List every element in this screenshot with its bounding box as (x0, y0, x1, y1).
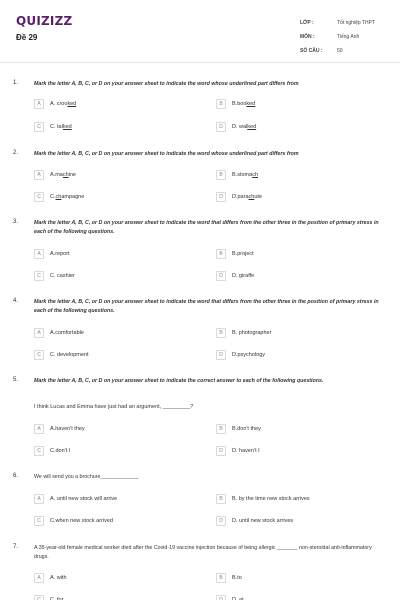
question-prompt: A 35-year-old female medical worker died after the Covid-19 vaccine injection because of being allergic _______ non-steroidal anti-inflammatory drugs. (34, 545, 372, 560)
option-letter-box: A (34, 494, 44, 504)
option-letter-box: C (34, 271, 44, 281)
option-d[interactable] (216, 446, 260, 456)
question-number: 7. (13, 544, 19, 550)
option-text: D. until new stock arrives (232, 518, 294, 524)
option-letter-box: C (34, 122, 44, 132)
option-letter-box: D (216, 192, 226, 202)
option-c[interactable] (34, 350, 89, 360)
question-number: 4. (13, 298, 19, 304)
option-b[interactable] (216, 170, 258, 180)
option-b[interactable] (216, 99, 255, 109)
option-a[interactable] (34, 170, 76, 180)
meta-row-subject (300, 30, 375, 44)
option-b[interactable] (216, 573, 242, 583)
option-c[interactable] (34, 516, 113, 526)
option-c[interactable] (34, 192, 84, 202)
question-prompt: Mark the letter A, B, C, or D on your answer sheet to indicate the word whose underlined part differs from (34, 151, 299, 157)
question-prompt: Mark the letter A, B, C, or D on your answer sheet to indicate the word that differs from the other three in the position of primary stress in each of the following questions. (34, 299, 379, 314)
option-text: D. giraffe (232, 273, 255, 279)
option-d[interactable] (216, 595, 244, 600)
option-letter-box: C (34, 595, 44, 600)
option-d[interactable] (216, 271, 254, 281)
option-text: C. for (50, 597, 64, 600)
meta-value: 50 (337, 48, 343, 54)
option-c[interactable] (34, 595, 63, 600)
option-text: B.to (232, 575, 242, 581)
option-text: A. until new stock will arrive (50, 496, 118, 502)
meta-value: Tốt nghiệp THPT (337, 20, 375, 26)
option-letter-box: A (34, 328, 44, 338)
option-text: A.comfortable (50, 330, 84, 336)
header-divider (0, 62, 400, 63)
option-d[interactable] (216, 192, 262, 202)
question-number: 3. (13, 219, 19, 225)
question-prompt: Mark the letter A, B, C, or D on your answer sheet to indicate the word that differs from the other three in the position of primary stress in each of the following questions. (34, 220, 379, 235)
option-a[interactable] (34, 249, 70, 259)
meta-label: MÔN : (300, 34, 315, 40)
option-b[interactable] (216, 249, 254, 259)
meta-value: Tiếng Anh (337, 34, 360, 40)
option-c[interactable] (34, 271, 75, 281)
option-letter-box: A (34, 99, 44, 109)
option-letter-box: D (216, 446, 226, 456)
option-text: D. walked (232, 124, 257, 130)
option-text: A. with (50, 575, 67, 581)
question-number: 5. (13, 377, 19, 383)
meta-label: LỚP : (300, 20, 314, 26)
option-text: C. development (50, 352, 89, 358)
question-prompt: We will send you a brochure_____________ (34, 474, 139, 480)
option-a[interactable] (34, 494, 117, 504)
option-letter-box: B (216, 249, 226, 259)
question-number: 6. (13, 473, 19, 479)
option-letter-box: C (34, 350, 44, 360)
option-letter-box: D (216, 122, 226, 132)
option-text: D.psychology (232, 352, 266, 358)
option-b[interactable] (216, 494, 310, 504)
option-text: A.machine (50, 172, 76, 178)
option-letter-box: A (34, 170, 44, 180)
question-number: 1. (13, 80, 19, 86)
option-text: A. crooked (50, 101, 77, 107)
option-text: D.parachute (232, 194, 262, 200)
option-letter-box: C (34, 192, 44, 202)
option-b[interactable] (216, 328, 271, 338)
option-text: D. at (232, 597, 244, 600)
exam-meta (300, 16, 375, 58)
meta-row-class (300, 16, 375, 30)
question-prompt: Mark the letter A, B, C, or D on your answer sheet to indicate the correct answer to each of the following questions. (34, 378, 324, 384)
option-letter-box: C (34, 446, 44, 456)
option-text: C.champagne (50, 194, 85, 200)
option-d[interactable] (216, 122, 256, 132)
option-text: B. by the time new stock arrives (232, 496, 310, 502)
option-text: A.haven't they (50, 426, 85, 432)
option-letter-box: B (216, 328, 226, 338)
option-text: B. photographer (232, 330, 272, 336)
option-text: B.project (232, 251, 254, 257)
option-text: C.when new stock arrived (50, 518, 113, 524)
option-letter-box: B (216, 99, 226, 109)
meta-label: SỐ CÂU : (300, 48, 323, 54)
option-letter-box: D (216, 271, 226, 281)
quizizz-logo: QUIZIZZ (16, 14, 73, 28)
option-a[interactable] (34, 573, 67, 583)
option-letter-box: B (216, 573, 226, 583)
option-d[interactable] (216, 350, 265, 360)
option-text: D. haven't I (232, 448, 260, 454)
option-letter-box: D (216, 595, 226, 600)
exam-title: Đề 29 (16, 33, 38, 42)
option-a[interactable] (34, 99, 76, 109)
option-text: C.don't I (50, 448, 71, 454)
option-d[interactable] (216, 516, 293, 526)
option-c[interactable] (34, 122, 72, 132)
option-c[interactable] (34, 446, 70, 456)
option-letter-box: D (216, 350, 226, 360)
option-text: C. cashier (50, 273, 75, 279)
question-prompt: Mark the letter A, B, C, or D on your answer sheet to indicate the word whose underlined part differs from (34, 81, 299, 87)
option-a[interactable] (34, 424, 85, 434)
option-letter-box: A (34, 249, 44, 259)
option-letter-box: A (34, 573, 44, 583)
option-letter-box: B (216, 170, 226, 180)
option-letter-box: C (34, 516, 44, 526)
option-letter-box: D (216, 516, 226, 526)
option-text: B.stomach (232, 172, 258, 178)
option-letter-box: B (216, 494, 226, 504)
option-b[interactable] (216, 424, 261, 434)
question-number: 2. (13, 150, 19, 156)
meta-row-count (300, 44, 375, 58)
option-text: C. talked (50, 124, 72, 130)
question-sentence: I think Lucas and Emma have just had an argument, _________? (34, 404, 194, 410)
option-text: A.report (50, 251, 70, 257)
option-a[interactable] (34, 328, 84, 338)
option-letter-box: A (34, 424, 44, 434)
option-text: B.booked (232, 101, 256, 107)
option-text: B.don't they (232, 426, 261, 432)
option-letter-box: B (216, 424, 226, 434)
